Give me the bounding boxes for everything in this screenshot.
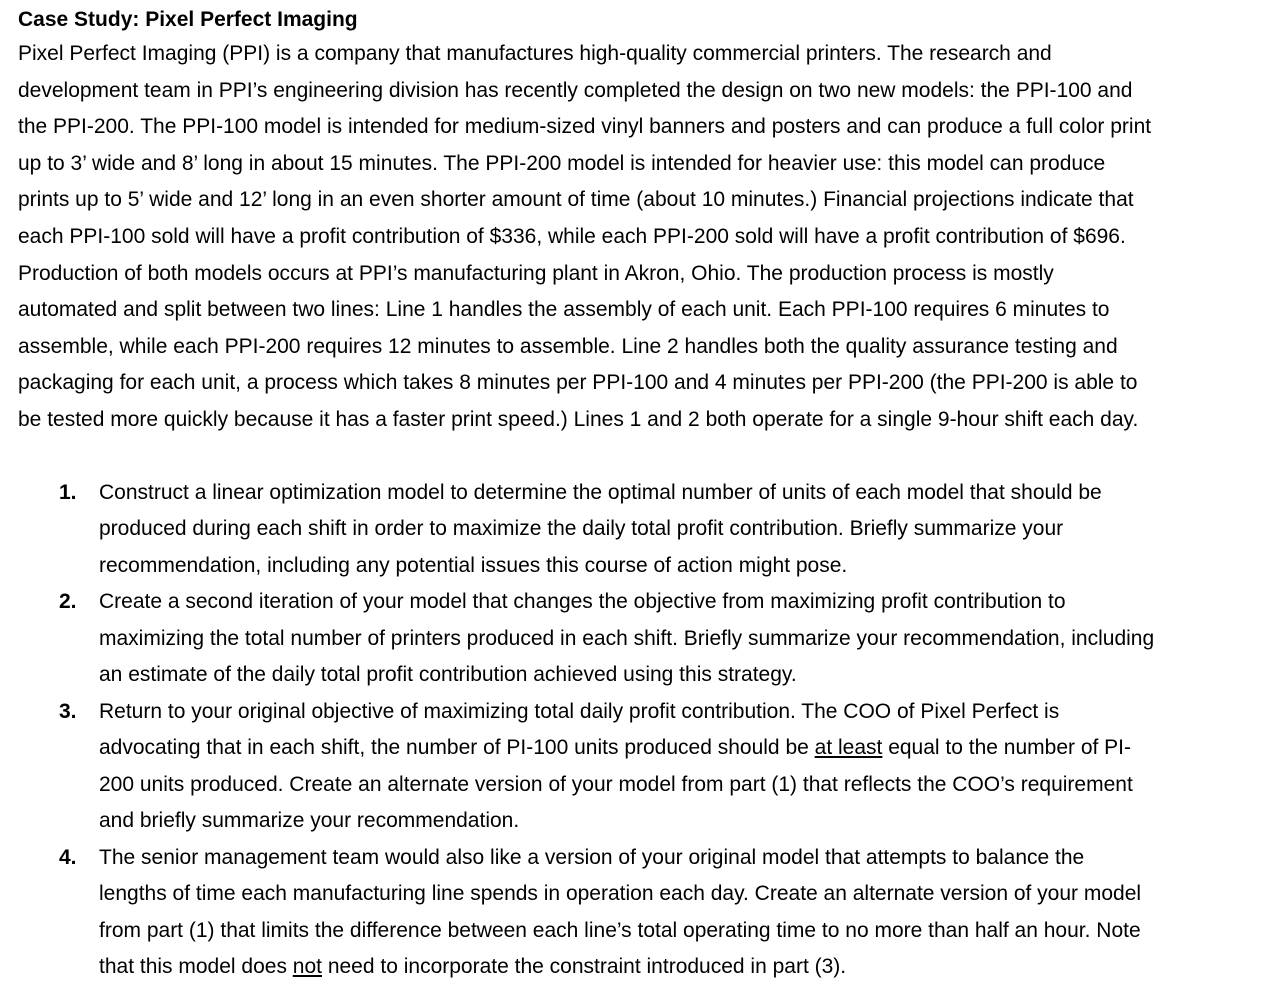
question-line: from part (1) that limits the difference between each line’s total operating time to no more than half an hour. Note	[99, 918, 1141, 942]
question-line: recommendation, including any potential issues this course of action might pose.	[99, 553, 848, 577]
question-list	[18, 475, 1246, 986]
question-line: maximizing the total number of printers produced in each shift. Briefly summarize your recommendation, including	[99, 626, 1155, 650]
intro-line: packaging for each unit, a process which takes 8 minutes per PPI-100 and 4 minutes per PPI-200 (the PPI-200 is able to	[18, 371, 1138, 395]
question-number: 3.	[59, 699, 77, 723]
question-line: The senior management team would also like a version of your original model that attempts to balance the	[99, 845, 1085, 869]
question-item-4	[18, 840, 1246, 986]
question-line: produced during each shift in order to maximize the daily total profit contribution. Briefly summarize your	[99, 517, 1064, 541]
intro-line: automated and split between two lines: Line 1 handles the assembly of each unit. Each PPI-100 requires 6 minutes to	[18, 298, 1110, 322]
intro-line: be tested more quickly because it has a faster print speed.) Lines 1 and 2 both operate for a single 9-hour shift each day.	[18, 407, 1139, 431]
question-line: Return to your original objective of maximizing total daily profit contribution. The COO of Pixel Perfect is	[99, 699, 1060, 723]
question-item-2	[18, 584, 1246, 694]
intro-line: assemble, while each PPI-200 requires 12 minutes to assemble. Line 2 handles both the quality assurance testing and	[18, 334, 1118, 358]
intro-line: Production of both models occurs at PPI’s manufacturing plant in Akron, Ohio. The production process is mostly	[18, 261, 1054, 285]
question-line	[99, 730, 1246, 767]
question-number: 1.	[59, 480, 77, 504]
question-line: Create a second iteration of your model that changes the objective from maximizing profit contribution to	[99, 590, 1066, 614]
underlined-emphasis: at least	[814, 736, 883, 760]
intro-line: up to 3’ wide and 8’ long in about 15 minutes. The PPI-200 model is intended for heavier use: this model can produce	[18, 151, 1106, 175]
intro-line: Pixel Perfect Imaging (PPI) is a company that manufactures high-quality commercial printers. The research and	[18, 42, 1052, 65]
question-item-3	[18, 694, 1246, 840]
question-text: need to incorporate the constraint introduced in part (3).	[321, 955, 847, 979]
question-item-1	[18, 475, 1246, 585]
question-line: lengths of time each manufacturing line spends in operation each day. Create an alternate version of your model	[99, 882, 1142, 906]
underlined-emphasis: not	[292, 955, 322, 979]
question-text: equal to the number of PI-	[882, 736, 1132, 760]
question-text: advocating that in each shift, the number of PI-100 units produced should be	[99, 736, 815, 760]
intro-line: each PPI-100 sold will have a profit contribution of $336, while each PPI-200 sold will have a profit contribution of $696.	[18, 224, 1126, 248]
question-number: 4.	[59, 845, 77, 869]
question-line: an estimate of the daily total profit contribution achieved using this strategy.	[99, 663, 797, 687]
question-line	[99, 949, 1246, 986]
intro-paragraph	[18, 36, 1246, 439]
document-title: Case Study: Pixel Perfect Imaging	[18, 8, 358, 31]
intro-line: development team in PPI’s engineering division has recently completed the design on two new models: the PPI-100 and	[18, 78, 1133, 102]
question-line: Construct a linear optimization model to determine the optimal number of units of each model that should be	[99, 480, 1102, 504]
intro-line: the PPI-200. The PPI-100 model is intended for medium-sized vinyl banners and posters and can produce a full color print	[18, 115, 1152, 139]
question-line: 200 units produced. Create an alternate version of your model from part (1) that reflects the COO’s requirement	[99, 772, 1133, 796]
intro-line: prints up to 5’ wide and 12’ long in an even shorter amount of time (about 10 minutes.) Financial projections indicate that	[18, 188, 1134, 212]
question-text: that this model does	[99, 955, 293, 979]
question-line: and briefly summarize your recommendation.	[99, 809, 520, 833]
question-number: 2.	[59, 590, 77, 614]
